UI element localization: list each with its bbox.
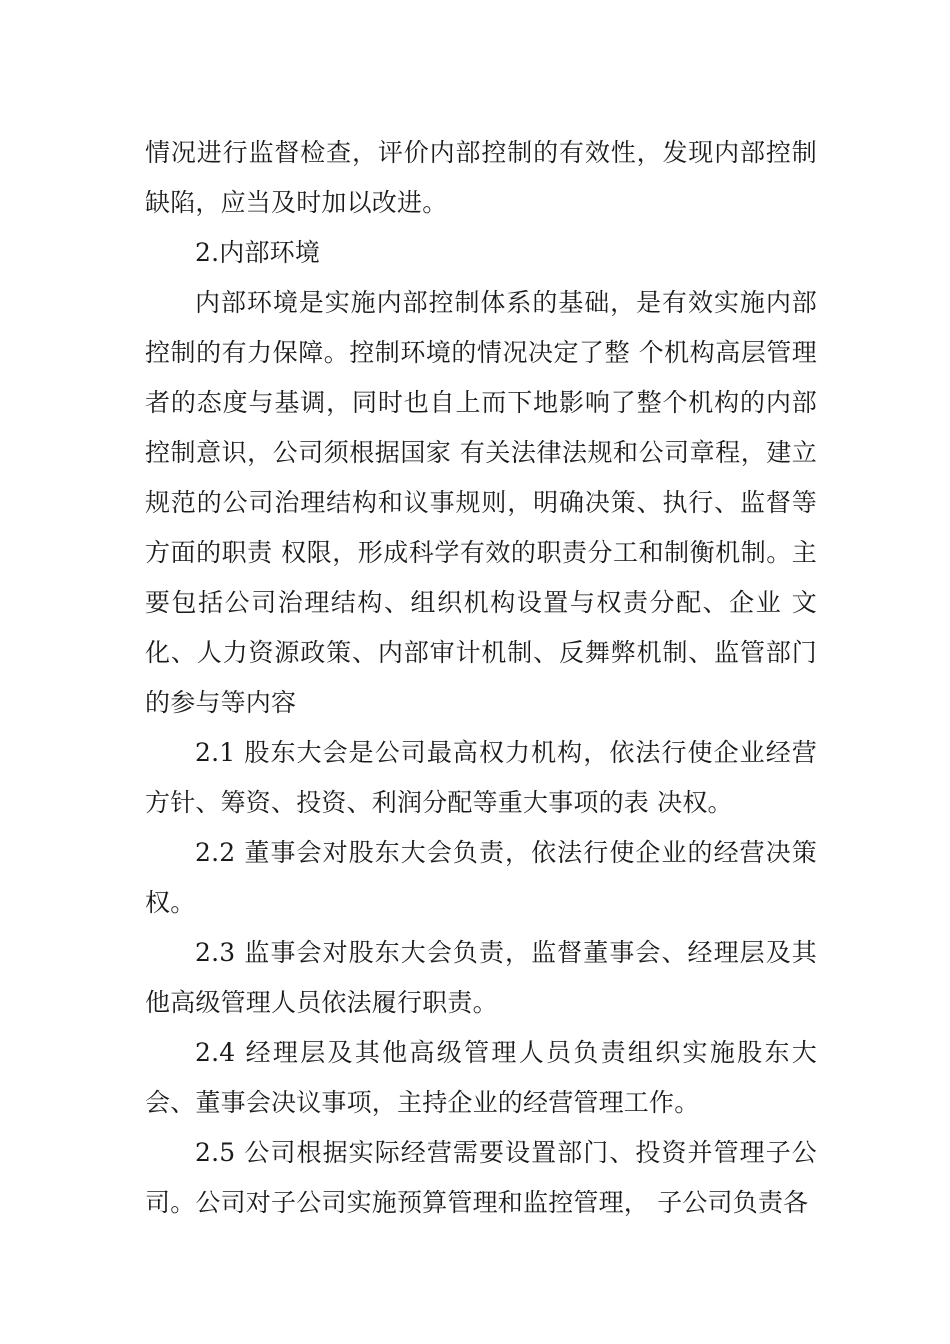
paragraph-2-5: 2.5 公司根据实际经营需要设置部门、投资并管理子公司。公司对子公司实施预算管理和监控管理， 子公司负责各 bbox=[145, 1138, 817, 1217]
paragraph-internal-environment: 内部环境是实施内部控制体系的基础，是有效实施内部控制的有力保障。控制环境的情况决定了整 个机构高层管理者的态度与基调，同时也自上而下地影响了整个机构的内部控制意识，公司须根据国家 有关法律法规和公司章程，建立规范的公司治理结构和议事规则，明确决策、执行、监督等方面的职责 权限，形成科学有效的职责分工和制衡机制。主要包括公司治理结构、组织机构设置与权责分配、企业 文化、人力资源政策、内部审计机制、反舞弊机制、监管部门的参与等内容 bbox=[145, 288, 817, 717]
paragraph-2-4: 2.4 经理层及其他高级管理人员负责组织实施股东大会、董事会决议事项，主持企业的经营管理工作。 bbox=[145, 1038, 817, 1117]
paragraph-continued: 情况进行监督检查，评价内部控制的有效性，发现内部控制缺陷，应当及时加以改进。 bbox=[145, 138, 817, 217]
paragraph-2-1: 2.1 股东大会是公司最高权力机构，依法行使企业经营方针、筹资、投资、利润分配等重大事项的表 决权。 bbox=[145, 738, 817, 817]
section-heading-internal-environment: 2.内部环境 bbox=[195, 238, 321, 267]
paragraph-2-3: 2.3 监事会对股东大会负责，监督董事会、经理层及其他高级管理人员依法履行职责。 bbox=[145, 938, 817, 1017]
document-body bbox=[145, 128, 817, 1228]
paragraph-2-2: 2.2 董事会对股东大会负责，依法行使企业的经营决策权。 bbox=[145, 838, 817, 917]
